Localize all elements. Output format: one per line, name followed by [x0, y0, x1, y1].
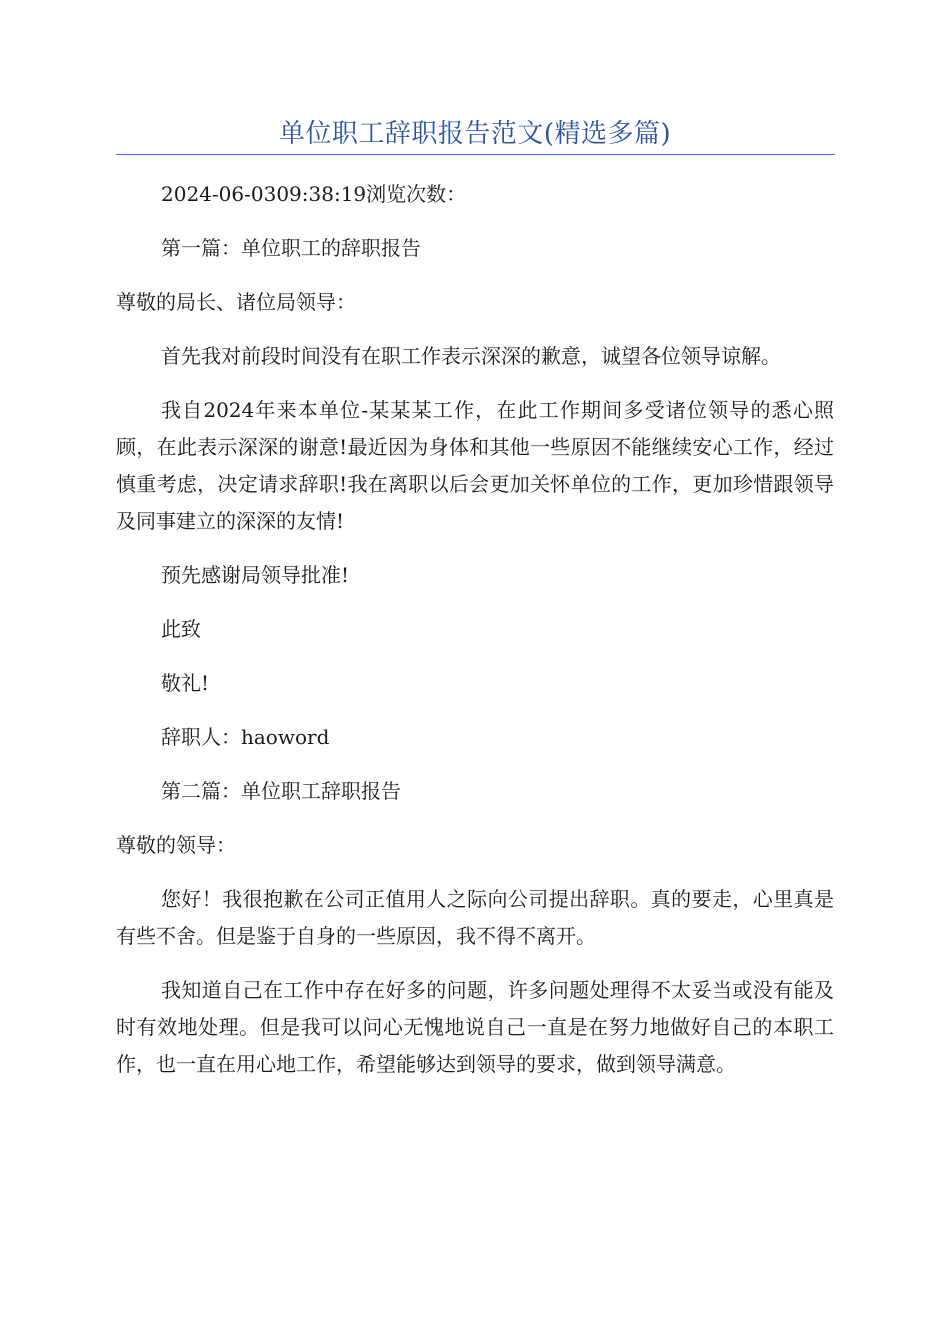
paragraph: 尊敬的局长、诸位局领导： — [116, 290, 356, 314]
title-underline — [116, 154, 835, 155]
paragraph: 您好！我很抱歉在公司正值用人之际向公司提出辞职。真的要走，心里真是有些不舍。但是鉴于自身的一些原因，我不得不离开。 — [116, 887, 834, 948]
paragraph: 预先感谢局领导批准! — [161, 563, 350, 587]
paragraph: 我自2024年来本单位-某某某工作，在此工作期间多受诸位领导的悉心照顾，在此表示深深的谢意!最近因为身体和其他一些原因不能继续安心工作，经过慎重考虑，决定请求辞职!我在离职以后会更加关怀单位的工作，更加珍惜跟领导及同事建立的深深的友情! — [116, 398, 834, 533]
paragraph: 尊敬的领导： — [116, 833, 236, 857]
paragraph: 敬礼! — [161, 671, 210, 695]
paragraph: 首先我对前段时间没有在职工作表示深深的歉意，诚望各位领导谅解。 — [161, 344, 781, 368]
paragraph: 第一篇：单位职工的辞职报告 — [161, 236, 421, 260]
document-body — [116, 176, 834, 1100]
paragraph: 第二篇：单位职工辞职报告 — [161, 779, 401, 803]
paragraph: 辞职人：haoword — [161, 725, 330, 749]
document-title: 单位职工辞职报告范文(精选多篇) — [278, 119, 672, 149]
paragraph: 此致 — [161, 617, 201, 641]
paragraph: 我知道自己在工作中存在好多的问题，许多问题处理得不太妥当或没有能及时有效地处理。但是我可以问心无愧地说自己一直是在努力地做好自己的本职工作，也一直在用心地工作，希望能够达到领导的要求，做到领导满意。 — [116, 978, 834, 1076]
document-meta: 2024-06-0309:38:19浏览次数： — [161, 182, 467, 206]
